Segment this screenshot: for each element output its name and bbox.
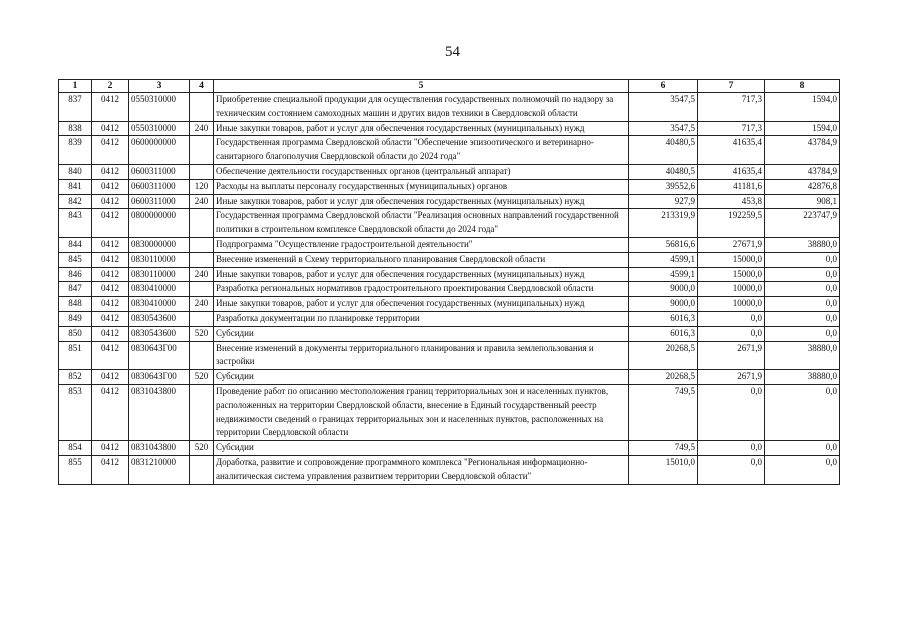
amount-year3-cell: 0,0 xyxy=(765,441,840,456)
expense-name-cell: Расходы на выплаты персоналу государственных (муниципальных) органов xyxy=(214,179,629,194)
amount-year1-cell: 6016,3 xyxy=(629,326,698,341)
column-header: 5 xyxy=(214,80,629,93)
amount-year1-cell: 927,9 xyxy=(629,194,698,209)
table-row xyxy=(59,370,840,385)
row-number-cell: 838 xyxy=(59,121,92,136)
row-number-cell: 847 xyxy=(59,282,92,297)
amount-year3-cell: 0,0 xyxy=(765,297,840,312)
section-code-cell: 0412 xyxy=(92,179,129,194)
target-article-code-cell: 0831210000 xyxy=(129,455,190,484)
amount-year3-cell: 0,0 xyxy=(765,252,840,267)
amount-year1-cell: 9000,0 xyxy=(629,297,698,312)
amount-year3-cell: 0,0 xyxy=(765,311,840,326)
amount-year2-cell: 717,3 xyxy=(698,93,765,122)
amount-year3-cell: 0,0 xyxy=(765,455,840,484)
table-row xyxy=(59,136,840,165)
amount-year3-cell: 42876,8 xyxy=(765,179,840,194)
table-row xyxy=(59,267,840,282)
amount-year2-cell: 15000,0 xyxy=(698,267,765,282)
column-header: 1 xyxy=(59,80,92,93)
section-code-cell: 0412 xyxy=(92,136,129,165)
expense-name-cell: Иные закупки товаров, работ и услуг для обеспечения государственных (муниципальных) нужд xyxy=(214,297,629,312)
section-code-cell: 0412 xyxy=(92,209,129,238)
amount-year3-cell: 43784,9 xyxy=(765,164,840,179)
column-header: 8 xyxy=(765,80,840,93)
row-number-cell: 854 xyxy=(59,441,92,456)
row-number-cell: 845 xyxy=(59,252,92,267)
amount-year1-cell: 15010,0 xyxy=(629,455,698,484)
amount-year1-cell: 213319,9 xyxy=(629,209,698,238)
section-code-cell: 0412 xyxy=(92,341,129,370)
amount-year1-cell: 40480,5 xyxy=(629,164,698,179)
amount-year1-cell: 4599,1 xyxy=(629,267,698,282)
amount-year1-cell: 9000,0 xyxy=(629,282,698,297)
amount-year2-cell: 41635,4 xyxy=(698,164,765,179)
target-article-code-cell: 0600000000 xyxy=(129,136,190,165)
expense-name-cell: Государственная программа Свердловской области "Обеспечение эпизоотического и ветеринарно-санитарного благополучия Свердловской области до 2024 года" xyxy=(214,136,629,165)
section-code-cell: 0412 xyxy=(92,455,129,484)
expense-name-cell: Иные закупки товаров, работ и услуг для обеспечения государственных (муниципальных) нужд xyxy=(214,121,629,136)
amount-year2-cell: 27671,9 xyxy=(698,237,765,252)
amount-year2-cell: 717,3 xyxy=(698,121,765,136)
expense-name-cell: Внесение изменений в Схему территориального планирования Свердловской области xyxy=(214,252,629,267)
row-number-cell: 837 xyxy=(59,93,92,122)
section-code-cell: 0412 xyxy=(92,297,129,312)
section-code-cell: 0412 xyxy=(92,121,129,136)
amount-year1-cell: 6016,3 xyxy=(629,311,698,326)
column-header: 4 xyxy=(190,80,214,93)
row-number-cell: 842 xyxy=(59,194,92,209)
amount-year3-cell: 38880,0 xyxy=(765,237,840,252)
target-article-code-cell: 0550310000 xyxy=(129,93,190,122)
target-article-code-cell: 0830110000 xyxy=(129,252,190,267)
expense-type-code-cell xyxy=(190,209,214,238)
expense-type-code-cell xyxy=(190,311,214,326)
expense-name-cell: Субсидии xyxy=(214,370,629,385)
expense-name-cell: Внесение изменений в документы территориального планирования и правила землепользования и застройки xyxy=(214,341,629,370)
row-number-cell: 852 xyxy=(59,370,92,385)
row-number-cell: 840 xyxy=(59,164,92,179)
amount-year3-cell: 0,0 xyxy=(765,384,840,440)
target-article-code-cell: 0831043800 xyxy=(129,384,190,440)
table-row xyxy=(59,252,840,267)
target-article-code-cell: 083064ЗГ00 xyxy=(129,370,190,385)
expense-type-code-cell xyxy=(190,384,214,440)
expense-name-cell: Субсидии xyxy=(214,441,629,456)
amount-year1-cell: 40480,5 xyxy=(629,136,698,165)
target-article-code-cell: 0830543600 xyxy=(129,311,190,326)
section-code-cell: 0412 xyxy=(92,164,129,179)
table-row xyxy=(59,384,840,440)
expense-name-cell: Субсидии xyxy=(214,326,629,341)
expense-type-code-cell: 240 xyxy=(190,297,214,312)
table-row xyxy=(59,209,840,238)
section-code-cell: 0412 xyxy=(92,370,129,385)
amount-year1-cell: 56816,6 xyxy=(629,237,698,252)
amount-year2-cell: 0,0 xyxy=(698,311,765,326)
expense-name-cell: Доработка, развитие и сопровождение программного комплекса "Региональная информационно-аналитическая система управления развитием территории Свердловской области" xyxy=(214,455,629,484)
amount-year2-cell: 453,8 xyxy=(698,194,765,209)
amount-year3-cell: 43784,9 xyxy=(765,136,840,165)
row-number-cell: 841 xyxy=(59,179,92,194)
expense-type-code-cell xyxy=(190,136,214,165)
expense-type-code-cell: 520 xyxy=(190,370,214,385)
amount-year2-cell: 10000,0 xyxy=(698,297,765,312)
section-code-cell: 0412 xyxy=(92,252,129,267)
row-number-cell: 851 xyxy=(59,341,92,370)
expense-name-cell: Проведение работ по описанию местоположения границ территориальных зон и населенных пунктов, расположенных на территории Свердловской области, внесение в Единый государственный реестр недвижимости сведений о границах территориальных зон и населенных пунктов, расположенных на территории Свердловской области xyxy=(214,384,629,440)
row-number-cell: 849 xyxy=(59,311,92,326)
expense-type-code-cell: 240 xyxy=(190,267,214,282)
expense-name-cell: Иные закупки товаров, работ и услуг для обеспечения государственных (муниципальных) нужд xyxy=(214,194,629,209)
expense-type-code-cell xyxy=(190,237,214,252)
amount-year2-cell: 0,0 xyxy=(698,455,765,484)
section-code-cell: 0412 xyxy=(92,237,129,252)
section-code-cell: 0412 xyxy=(92,282,129,297)
table-row xyxy=(59,455,840,484)
table-row xyxy=(59,341,840,370)
row-number-cell: 839 xyxy=(59,136,92,165)
expense-type-code-cell: 240 xyxy=(190,121,214,136)
expense-type-code-cell xyxy=(190,164,214,179)
section-code-cell: 0412 xyxy=(92,384,129,440)
section-code-cell: 0412 xyxy=(92,267,129,282)
target-article-code-cell: 0600311000 xyxy=(129,179,190,194)
expense-type-code-cell: 120 xyxy=(190,179,214,194)
section-code-cell: 0412 xyxy=(92,441,129,456)
expense-name-cell: Подпрограмма "Осуществление градостроительной деятельности" xyxy=(214,237,629,252)
expense-type-code-cell xyxy=(190,455,214,484)
table-row xyxy=(59,297,840,312)
row-number-cell: 844 xyxy=(59,237,92,252)
amount-year3-cell: 38880,0 xyxy=(765,370,840,385)
amount-year3-cell: 1594,0 xyxy=(765,121,840,136)
expense-name-cell: Приобретение специальной продукции для осуществления государственных полномочий по надзору за техническим состоянием самоходных машин и других видов техники в Свердловской области xyxy=(214,93,629,122)
amount-year1-cell: 3547,5 xyxy=(629,93,698,122)
expense-name-cell: Разработка региональных нормативов градостроительного проектирования Свердловской области xyxy=(214,282,629,297)
table-row xyxy=(59,326,840,341)
target-article-code-cell: 0830000000 xyxy=(129,237,190,252)
target-article-code-cell: 0830410000 xyxy=(129,282,190,297)
table-row xyxy=(59,93,840,122)
table-body xyxy=(59,93,840,485)
table-row xyxy=(59,164,840,179)
expense-type-code-cell: 520 xyxy=(190,326,214,341)
row-number-cell: 843 xyxy=(59,209,92,238)
amount-year1-cell: 39552,6 xyxy=(629,179,698,194)
amount-year3-cell: 38880,0 xyxy=(765,341,840,370)
column-number-header-row xyxy=(59,80,840,93)
target-article-code-cell: 083064ЗГ00 xyxy=(129,341,190,370)
amount-year1-cell: 4599,1 xyxy=(629,252,698,267)
section-code-cell: 0412 xyxy=(92,326,129,341)
amount-year1-cell: 749,5 xyxy=(629,384,698,440)
row-number-cell: 850 xyxy=(59,326,92,341)
expense-name-cell: Иные закупки товаров, работ и услуг для обеспечения государственных (муниципальных) нужд xyxy=(214,267,629,282)
row-number-cell: 848 xyxy=(59,297,92,312)
amount-year2-cell: 41181,6 xyxy=(698,179,765,194)
column-header: 3 xyxy=(129,80,190,93)
table-row xyxy=(59,237,840,252)
target-article-code-cell: 0600311000 xyxy=(129,164,190,179)
table-row xyxy=(59,282,840,297)
amount-year1-cell: 20268,5 xyxy=(629,370,698,385)
target-article-code-cell: 0830543600 xyxy=(129,326,190,341)
amount-year2-cell: 192259,5 xyxy=(698,209,765,238)
expense-type-code-cell xyxy=(190,341,214,370)
target-article-code-cell: 0831043800 xyxy=(129,441,190,456)
table-row xyxy=(59,311,840,326)
amount-year1-cell: 749,5 xyxy=(629,441,698,456)
expense-name-cell: Государственная программа Свердловской области "Реализация основных направлений государственной политики в строительном комплексе Свердловской области до 2024 года" xyxy=(214,209,629,238)
amount-year2-cell: 0,0 xyxy=(698,384,765,440)
row-number-cell: 855 xyxy=(59,455,92,484)
expense-type-code-cell xyxy=(190,252,214,267)
column-header: 7 xyxy=(698,80,765,93)
amount-year2-cell: 2671,9 xyxy=(698,341,765,370)
amount-year1-cell: 20268,5 xyxy=(629,341,698,370)
column-header: 6 xyxy=(629,80,698,93)
amount-year3-cell: 0,0 xyxy=(765,282,840,297)
amount-year2-cell: 41635,4 xyxy=(698,136,765,165)
budget-table xyxy=(58,79,840,485)
row-number-cell: 853 xyxy=(59,384,92,440)
expense-type-code-cell xyxy=(190,93,214,122)
expense-name-cell: Разработка документации по планировке территории xyxy=(214,311,629,326)
table-row xyxy=(59,179,840,194)
section-code-cell: 0412 xyxy=(92,311,129,326)
target-article-code-cell: 0600311000 xyxy=(129,194,190,209)
expense-type-code-cell: 240 xyxy=(190,194,214,209)
expense-type-code-cell: 520 xyxy=(190,441,214,456)
section-code-cell: 0412 xyxy=(92,93,129,122)
amount-year3-cell: 223747,9 xyxy=(765,209,840,238)
target-article-code-cell: 0830410000 xyxy=(129,297,190,312)
amount-year2-cell: 15000,0 xyxy=(698,252,765,267)
amount-year3-cell: 0,0 xyxy=(765,267,840,282)
table-row xyxy=(59,194,840,209)
amount-year1-cell: 3547,5 xyxy=(629,121,698,136)
amount-year3-cell: 1594,0 xyxy=(765,93,840,122)
amount-year2-cell: 10000,0 xyxy=(698,282,765,297)
table-row xyxy=(59,441,840,456)
table-row xyxy=(59,121,840,136)
expense-type-code-cell xyxy=(190,282,214,297)
amount-year2-cell: 2671,9 xyxy=(698,370,765,385)
section-code-cell: 0412 xyxy=(92,194,129,209)
amount-year3-cell: 908,1 xyxy=(765,194,840,209)
page-number: 54 xyxy=(445,44,460,60)
column-header: 2 xyxy=(92,80,129,93)
amount-year2-cell: 0,0 xyxy=(698,326,765,341)
target-article-code-cell: 0550310000 xyxy=(129,121,190,136)
expense-name-cell: Обеспечение деятельности государственных органов (центральный аппарат) xyxy=(214,164,629,179)
row-number-cell: 846 xyxy=(59,267,92,282)
amount-year2-cell: 0,0 xyxy=(698,441,765,456)
target-article-code-cell: 0800000000 xyxy=(129,209,190,238)
target-article-code-cell: 0830110000 xyxy=(129,267,190,282)
amount-year3-cell: 0,0 xyxy=(765,326,840,341)
